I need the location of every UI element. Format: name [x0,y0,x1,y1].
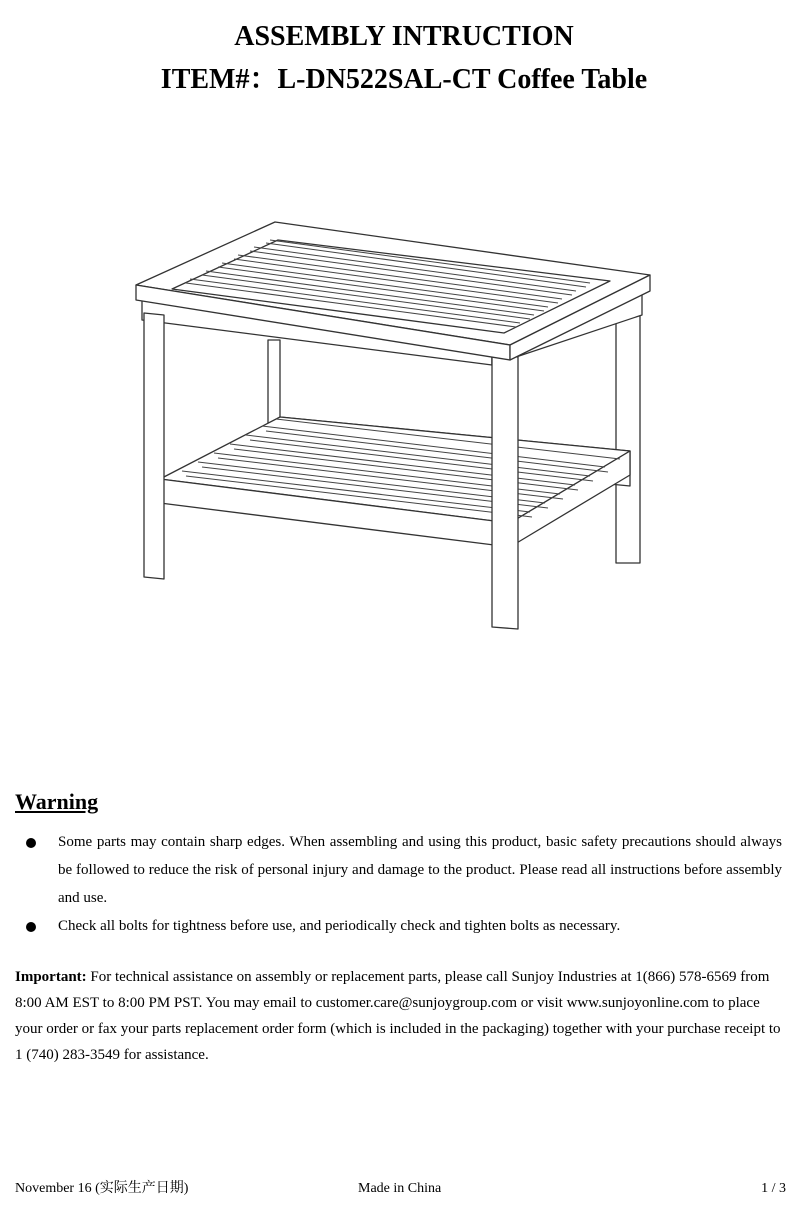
item-number-title: ITEM#：L-DN522SAL-CT Coffee Table [160,64,648,95]
back-right-leg [616,310,640,563]
front-right-leg [492,355,518,629]
important-label: Important: [15,969,87,985]
bullet-icon [26,838,36,848]
page-number: 1 / 3 [761,1181,786,1196]
list-item [15,828,782,912]
footer-origin: Made in China [358,1181,442,1196]
warning-heading: Warning [15,789,99,814]
list-item [15,912,782,940]
warning-item-text: Some parts may contain sharp edges. When assembling and using this product, basic safety precautions should always be followed to reduce the risk of personal injury and damage to the product. Please read all instructions before assembly and use. [58,834,782,906]
warning-list [15,828,782,940]
warning-item-text: Check all bolts for tightness before use, and periodically check and tighten bolts as necessary. [58,918,621,934]
front-left-leg [144,313,164,579]
bullet-icon [26,922,36,932]
footer-date: November 16 (实际生产日期) [15,1181,189,1196]
coffee-table-illustration [120,205,660,645]
important-text: For technical assistance on assembly or replacement parts, please call Sunjoy Industries at 1(866) 578-6569 from 8:00 AM EST to 8:00 PM PST. You may email to customer.care@sunjoygroup.com or visit www.sunjoyonline.com to place your order or fax your parts replacement order form (which is included in the packaging) together with your purchase receipt to 1 (740) 283-3549 for assistance. [15,969,781,1063]
coffee-table-line-drawing-icon [120,205,660,645]
back-left-leg [268,340,280,427]
important-notice [15,964,785,1068]
document-title: ASSEMBLY INTRUCTION [234,21,574,52]
